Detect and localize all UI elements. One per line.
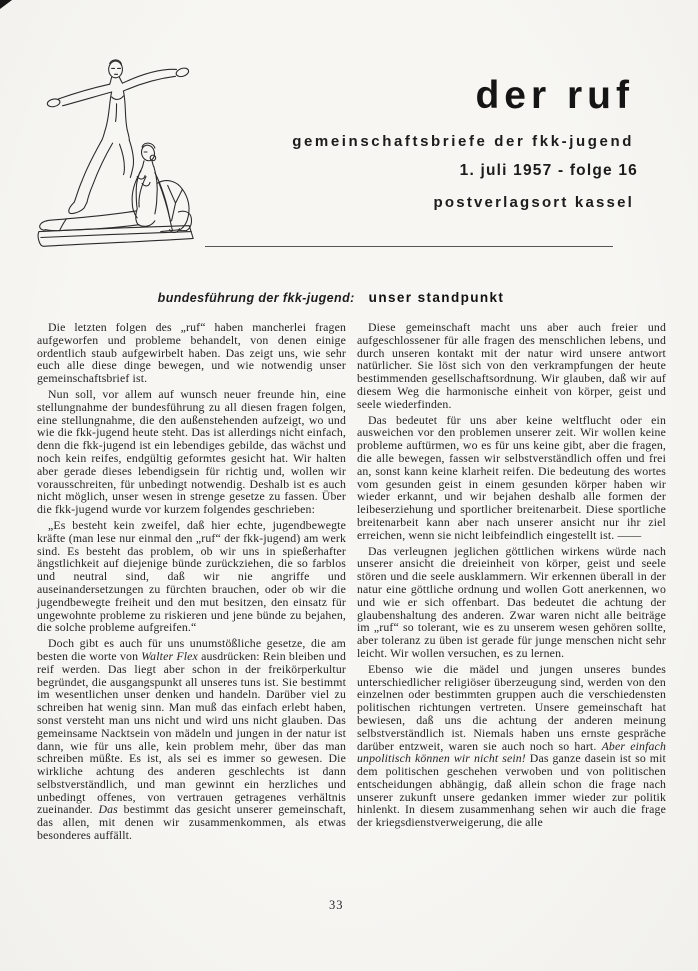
paragraph — [357, 321, 666, 411]
section-heading — [0, 289, 662, 307]
body-text: Das ganze dasein ist so mit dem politischen geschehen verwoben und von politischen entscheidungen abhängig, daß allein schon die frage nach unserer zukunft unsere gedanken immer wieder zur politik hinlenkt. In diesem zusammenhang sehen wir auch die frage der kriegsdienstverweigerung, die alle — [357, 751, 666, 830]
body-text: „Es besteht kein zweifel, daß hier echte, jugendbewegte kräfte (man lese nur einmal den „ruf“ der fkk-jugend) am werk sind. Es besteht das problem, ob wir uns in spießerhafter ängstlichkeit auf diejenige bünde zurückziehen, die so farblos und neutral sind, daß wir nie angriffe und auseinandersetzungen zu fürchten brauchen, oder ob wir die jugendbewegte freiheit und den mut besitzen, den einsatz für ungewohnte probleme zu riskieren und jene bünde zu bejahen, die solche probleme aufgreifen.“ — [37, 517, 346, 635]
newsletter-title: der ruf — [475, 74, 634, 117]
scan-corner-artifact — [0, 0, 12, 9]
body-text: Diese gemeinschaft macht uns aber auch freier und aufgeschlossener für alle fragen des menschlichen lebens, und durch unseren kontakt mit der natur wird unsere antwort natürlicher. Sie löst sich von den verkrampfungen der heute bestimmenden gesellschaftsordnung. Wir glauben, daß wir auf diesem Weg die harmonische einheit von körper, geist und seele wiederfinden. — [357, 320, 666, 411]
body-text: Das bedeutet für uns aber keine weltflucht oder ein ausweichen vor den problemen unserer zeit. Wir wollen keine probleme auftürmen, wo es für uns keine gibt, aber die fragen, die alle bewegen, fassen wir selbstverständlich offen und frei an, sonst kann keine klarheit reifen. Die bedeutung des wortes vom gesunden geist in einem gesunden körper haben wir wieder erkannt, und wir bejahen deshalb alle formen der leibeserziehung und sportlicher breitenarbeit. Diese sportliche breitenarbeit kann aber nach unserer ansicht nur ihr ziel erreichen, wenn sie nicht leibfeindlich eingestellt ist. —— — [357, 412, 666, 542]
paragraph — [37, 321, 346, 385]
paragraph — [357, 414, 666, 542]
paragraph — [357, 663, 666, 829]
heading-title: unser standpunkt — [368, 290, 505, 305]
statue-illustration — [33, 52, 205, 250]
page-number: 33 — [329, 898, 344, 912]
newsletter-subtitle: gemeinschaftsbriefe der fkk-jugend — [292, 133, 634, 150]
article-column-left — [37, 321, 346, 845]
body-text: Das verleugnen jeglichen göttlichen wirkens würde nach unserer ansicht die dreieinheit von körper, geist und seele stören und die seele ausklammern. Wir erkennen überall in der natur eine göttliche ordnung und wollen Gott anerkennen, wo und wie er sich offenbart. Das bedeutet die achtung der glaubenshaltung des anderen. Zwar waren nicht alle beiträge im „ruf“ so tolerant, wie es zu unserem wesen gehören sollte, aber toleranz zu üben ist gerade für junge menschen nicht sehr leicht. Wir wollen versuchen, es zu lernen. — [357, 543, 666, 660]
paragraph — [37, 388, 346, 516]
body-text: Nun soll, vor allem auf wunsch neuer freunde hin, eine stellungnahme der bundesführung zu all diesen fragen folgen, eine stellungnahme, die den außenstehenden aufzeigt, wo und wie die fkk-jugend heute steht. Das ist allerdings nicht einfach, denn die fkk-jugend ist ein lebendiges gebilde, das wächst und noch kein reifes, endgültig geformtes gesicht hat. Wir halten aber gerade dieses lebendigsein für richtig und, wollen wir vorausschreiten, für unbedingt notwendig. Deshalb ist es auch nicht möglich, unser wesen in strenge gesetze zu fassen. Über die fkk-jugend wurde vor kurzem folgendes geschrieben: — [37, 386, 346, 517]
article-column-right — [357, 321, 666, 845]
body-text: bestimmt das gesicht unserer gemeinschaft, das allen, mit denen wir zusammenkommen, als etwas besonderes auffällt. — [37, 802, 346, 843]
paragraph — [357, 545, 666, 660]
masthead-rule — [205, 246, 613, 247]
body-text: Doch gibt es auch für uns unumstößliche gesetze, die am besten die worte von — [37, 636, 346, 663]
emphasized-text: Walter Flex — [141, 648, 198, 663]
post-place-line: postverlagsort kassel — [433, 194, 634, 211]
body-text: Die letzten folgen des „ruf“ haben mancherlei fragen aufgeworfen und probleme behandelt, von denen einige ordentlich staub aufgewirbelt haben. Das zeigt uns, wie sehr euch alle diese dinge bewegen, und wie notwendig unser gemeinschaftsbrief ist. — [37, 320, 346, 386]
emphasized-text: Das — [98, 802, 118, 817]
body-text: ausdrücken: Rein bleiben und reif werden. Das liegt aber schon in der freikörperkultur begründet, die ausgangspunkt all unseres tuns ist. Sie bestimmt im wesentlichen unser denken und handeln. Darüber viel zu schreiben hat wenig sinn. Man muß das einfach erlebt haben, sonst versteht man uns nicht und wird uns nicht glauben. Das gemeinsame Nacktsein von mädeln und jungen in der natur ist dann, wie für uns alle, kein problem mehr, über das man schreiben müßte. Es ist, als sei es immer so gewesen. Die wirkliche achtung des anderen geschlechts ist dann selbstverständlich, und man gewinnt ein herzliches und unbedingt offenes, von vertrauen getragenes verhältnis zueinander. — [37, 648, 346, 817]
issue-date-line: 1. juli 1957 - folge 16 — [459, 162, 638, 179]
heading-kicker: bundesführung der fkk-jugend: — [157, 291, 355, 305]
emphasized-text: Aber einfach unpolitisch können wir nicht sein! — [357, 738, 666, 766]
paragraph — [37, 637, 346, 842]
body-text: Ebenso wie die mädel und jungen unseres bundes unterschiedlicher religiöser überzeugung sind, werden von den einzelnen oder bestimmten gruppen auch die verschiedensten politischen richtungen vertreten. Unsere gemeinschaft hat bewiesen, daß uns die achtung der anderen meinung selbstverständlich ist. Niemals haben uns ernste gespräche darüber entzweit, waren sie auch noch so hart. — [357, 661, 666, 753]
paragraph — [37, 519, 346, 634]
article-body — [37, 321, 666, 845]
